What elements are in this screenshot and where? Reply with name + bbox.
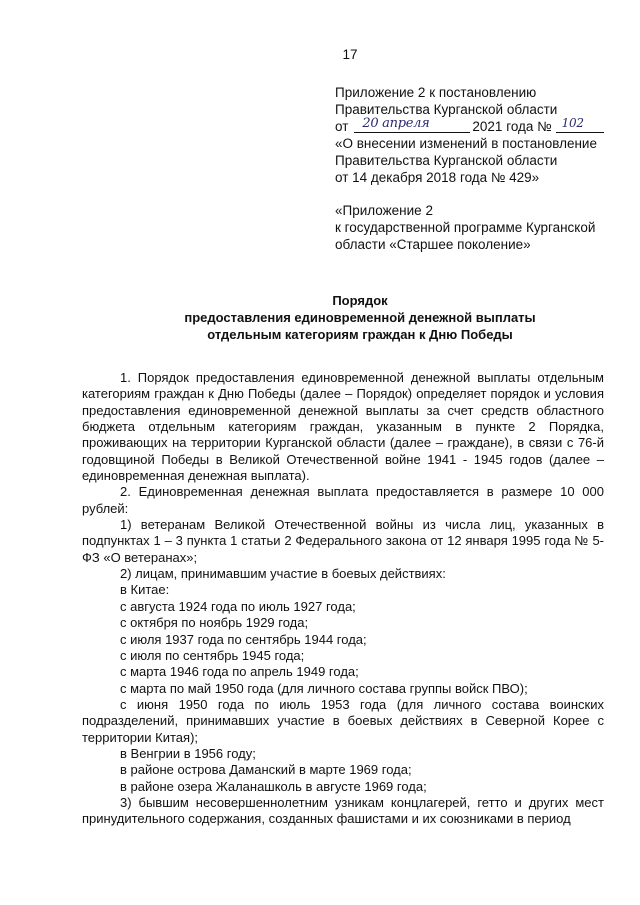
from-prefix: от — [335, 119, 349, 134]
appendix-line-4: «О внесении изменений в постановление — [335, 136, 597, 151]
list-item: с августа 1924 года по июль 1927 года; — [120, 598, 356, 614]
list-item: в районе озера Жаланашколь в августе 1969 года; — [120, 778, 427, 794]
handwritten-date: 20 апреля — [362, 116, 430, 131]
title-line-3: отдельным категориям граждан к Дню Победы — [207, 327, 513, 342]
appendix-line-2: Правительства Курганской области — [335, 102, 558, 117]
handwritten-number: 102 — [561, 116, 584, 130]
title-line-1: Порядок — [332, 293, 388, 308]
paragraph-3-prisoners: 3) бывшим несовершеннолетним узникам концлагерей, гетто и других мест принудительного содержания, созданных фашистами и их союзниками в период — [82, 794, 604, 827]
year-text: 2021 года № — [472, 119, 552, 134]
document-title — [0, 292, 640, 343]
paragraph-4: 2) лицам, принимавшим участие в боевых действиях: — [120, 566, 446, 582]
appendix-header — [335, 84, 625, 253]
list-item: с марта по май 1950 года (для личного состава группы войск ПВО); — [120, 680, 528, 696]
list-item: в Венгрии в 1956 году; — [120, 745, 256, 761]
date-blank — [354, 118, 470, 133]
page-number: 17 — [342, 47, 358, 62]
list-item: с октября по ноябрь 1929 года; — [120, 615, 309, 631]
list-item: с июля по сентябрь 1945 года; — [120, 647, 305, 663]
list-item: в Китае: — [120, 582, 170, 598]
list-item: с июля 1937 года по сентябрь 1944 года; — [120, 631, 367, 647]
number-blank — [556, 118, 604, 133]
appendix-line-6: от 14 декабря 2018 года № 429» — [335, 170, 540, 185]
paragraph-3: 1) ветеранам Великой Отечественной войны из числа лиц, указанных в подпунктах 1 – 3 пункта 1 статьи 2 Федерального закона от 12 января 1995 года № 5-ФЗ «О ветеранах»; — [82, 517, 604, 565]
list-item: с марта 1946 года по апрель 1949 года; — [120, 664, 359, 680]
appendix-line-5: Правительства Курганской области — [335, 153, 558, 168]
sub-appendix-line-3: области «Старшее поколение» — [335, 237, 531, 252]
appendix-line-1: Приложение 2 к постановлению — [335, 85, 537, 100]
paragraph-1: 1. Порядок предоставления единовременной денежной выплаты отдельным категориям граждан к Дню Победы (далее – Порядок) определяет порядок и условия предоставления единовременной денежной выплаты за счет средств областного бюджета отдельным категориям граждан, указанным в пункте 2 Порядка, проживающих на территории Курганской области (далее – граждане), в связи с 76-й годовщиной Победы в Великой Отечественной войне 1941 - 1945 годов (далее – единовременная денежная выплата). — [82, 370, 604, 484]
sub-appendix-line-1: «Приложение 2 — [335, 203, 433, 218]
list-item: в районе острова Даманский в марте 1969 года; — [120, 762, 412, 778]
paragraph-korea: с июня 1950 года по июль 1953 года (для личного состава воинских подразделений, принимавших участие в боевых действиях в Северной Корее с территории Китая); — [82, 696, 604, 745]
appendix-date-line — [335, 118, 625, 135]
document-body — [82, 370, 604, 828]
sub-appendix-line-2: к государственной программе Курганской — [335, 220, 596, 235]
paragraph-2: 2. Единовременная денежная выплата предоставляется в размере 10 000 рублей: — [82, 484, 604, 516]
title-line-2: предоставления единовременной денежной выплаты — [184, 310, 536, 325]
